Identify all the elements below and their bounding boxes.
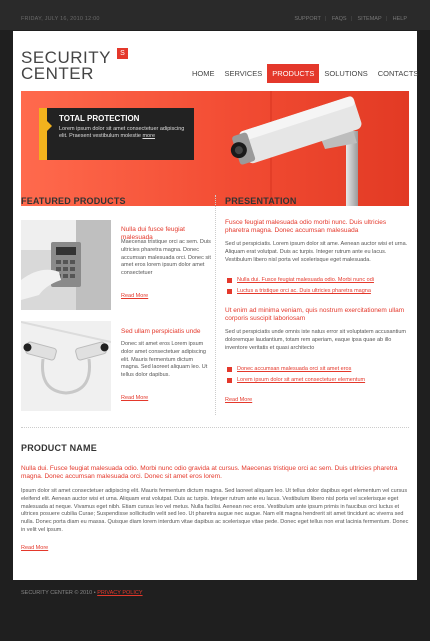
presentation-bullet-3[interactable]: Donec accumsan malesuada orci sit amet eros bbox=[227, 366, 351, 372]
presentation-bullet-1[interactable]: Nulla dui. Fusce feugiat malesuada odio. Morbi nunc odi bbox=[227, 277, 374, 283]
privacy-policy-link[interactable]: PRIVACY POLICY bbox=[97, 590, 143, 596]
main-nav bbox=[187, 64, 423, 83]
featured-item-2-heading[interactable]: Sed ullam perspiciatis unde bbox=[121, 328, 201, 335]
top-link-faqs[interactable]: FAQS bbox=[331, 16, 347, 22]
logo-line-2: CENTER bbox=[21, 64, 94, 83]
cameras-product-image[interactable] bbox=[21, 321, 111, 411]
bullet-square-icon bbox=[227, 378, 232, 383]
footer-copyright: SECURITY CENTER © 2010 • bbox=[21, 590, 96, 596]
section-divider bbox=[21, 427, 409, 428]
featured-products-title: FEATURED PRODUCTS bbox=[21, 196, 126, 206]
hero-banner bbox=[21, 91, 409, 206]
product-lead: Nulla dui. Fusce feugiat malesuada odio. Morbi nunc odio gravida at cursus. Maecenas tristique orci ac sem. Duis ultricies pharetra magna. Donec accumsan malesuada orci. Donec sit amet eros lorem. bbox=[21, 465, 398, 480]
footer bbox=[21, 590, 143, 596]
top-link-sitemap[interactable]: SITEMAP bbox=[357, 16, 382, 22]
banner-caption bbox=[39, 108, 194, 160]
logo-line-1: SECURITY bbox=[21, 48, 111, 67]
presentation-bullet-4[interactable]: Lorem ipsum dolor sit amet consectetuer elementum bbox=[227, 377, 365, 383]
nav-services[interactable]: SERVICES bbox=[224, 69, 263, 78]
product-name-title: PRODUCT NAME bbox=[21, 443, 97, 453]
top-link-support[interactable]: SUPPORT bbox=[294, 16, 321, 22]
nav-products[interactable]: PRODUCTS bbox=[267, 64, 319, 83]
presentation-lead-1: Fusce feugiat malesuada odio morbi nunc. Duis ultricies pharetra magna. Donec accumsan malesuada bbox=[225, 219, 387, 234]
featured-item-1-read-more[interactable]: Read More bbox=[121, 293, 149, 299]
featured-item-2-read-more[interactable]: Read More bbox=[121, 395, 149, 401]
site-logo[interactable] bbox=[21, 50, 111, 82]
featured-item-1-text: Maecenas tristique orci ac sem. Duis ultricies pharetra magna. Donec accumsan malesuada orci. Donec sit amet eros lorem ipsum dolor amet consectetuer bbox=[121, 239, 211, 277]
presentation-lead-2: Ut enim ad minima veniam, quis nostrum exercitationem ullam corporis suscipit laboriosam bbox=[225, 307, 405, 322]
logo-badge-icon: S bbox=[117, 48, 128, 59]
presentation-bullet-2[interactable]: Luctus a tristique orci ac. Duis ultricies pharetra magna bbox=[227, 288, 371, 294]
banner-title: TOTAL PROTECTION bbox=[59, 114, 140, 123]
arrow-tab-icon bbox=[39, 108, 47, 160]
page-container bbox=[13, 31, 417, 580]
nav-contacts[interactable]: CONTACTS bbox=[377, 69, 419, 78]
top-bar bbox=[0, 0, 430, 30]
presentation-read-more[interactable]: Read More bbox=[225, 397, 253, 403]
keypad-product-image[interactable] bbox=[21, 220, 111, 310]
column-divider bbox=[215, 195, 216, 415]
bullet-square-icon bbox=[227, 289, 232, 294]
presentation-title: PRESENTATION bbox=[225, 196, 297, 206]
bullet-square-icon bbox=[227, 278, 232, 283]
top-link-help[interactable]: HELP bbox=[392, 16, 407, 22]
date-text: FRIDAY, JULY 16, 2010 12:00 bbox=[21, 16, 100, 22]
bullet-square-icon bbox=[227, 367, 232, 372]
banner-text: Lorem ipsum dolor sit amet consectetuer adipiscing elit. Praesent vestibulum molestie more bbox=[59, 126, 185, 139]
presentation-text-1: Sed ut perspiciatis. Lorem ipsum dolor sit ame. Aenean auctor wisi et urna. Aliquam erat volutpat. Duis ac turpis. Integer rutrum ante eu lacus. Vestibulum libero nisl porta vel scelerisque eget malesuada. bbox=[225, 241, 408, 263]
banner-more-link[interactable]: more bbox=[142, 133, 155, 139]
featured-item-1-heading[interactable]: Nulla dui fusce feugiat malesuada bbox=[121, 226, 185, 241]
featured-item-2-text: Donec sit amet eros Lorem ipsum dolor amet consectetuer adipiscing elit. Mauris fermentum dictum magna. Sed laoreet aliquam leo. Ut tellus dolor dapibus. bbox=[121, 341, 208, 379]
nav-home[interactable]: HOME bbox=[192, 69, 215, 78]
product-text: Ipsum dolor sit amet consectetuer adipiscing elit. Mauris fermentum dictum magna. Sed laoreet aliquam leo. Ut tellus dolor dapibus eget elementum vel cursus eleifend elit. Aenean auctor wisi et urna. Aliquam erat volutpat. Duis ac turpis. Integer rutrum ante eu lacus. Vestibulum libero nisl porta vel scelerisque eget malesuada at neque. Vivamus eget nibh. Etiam cursus leo vel metus. Nulla facilisi. Aenean nec eros. Vestibulum ante ipsum primis in faucibus orci luctus et ultrices posuere cubilia Curae; Suspendisse sollicitudin velit sed leo. Ut pharetra augue nec augue. Nam elit magna hendrerit sit amet tincidunt ac viverra sed nulla. Donec porta diam eu massa. Quisque diam lorem interdum vitae dapibus ac scelerisque vitae pede. Donec eget tellus non erat lacinia fermentum. Donec in velit vel ipsum. bbox=[21, 488, 409, 533]
top-links: SUPPORT | FAQS | SITEMAP | HELP bbox=[294, 16, 407, 22]
product-read-more[interactable]: Read More bbox=[21, 545, 49, 551]
nav-solutions[interactable]: SOLUTIONS bbox=[324, 69, 368, 78]
presentation-text-2: Sed ut perspiciatis unde omnis iste natus error sit voluptatem accusantium doloremque laudantium, totam rem aperiam, eaque ipsa quae ab illo inventore veritatis et quasi architecto bbox=[225, 329, 406, 351]
